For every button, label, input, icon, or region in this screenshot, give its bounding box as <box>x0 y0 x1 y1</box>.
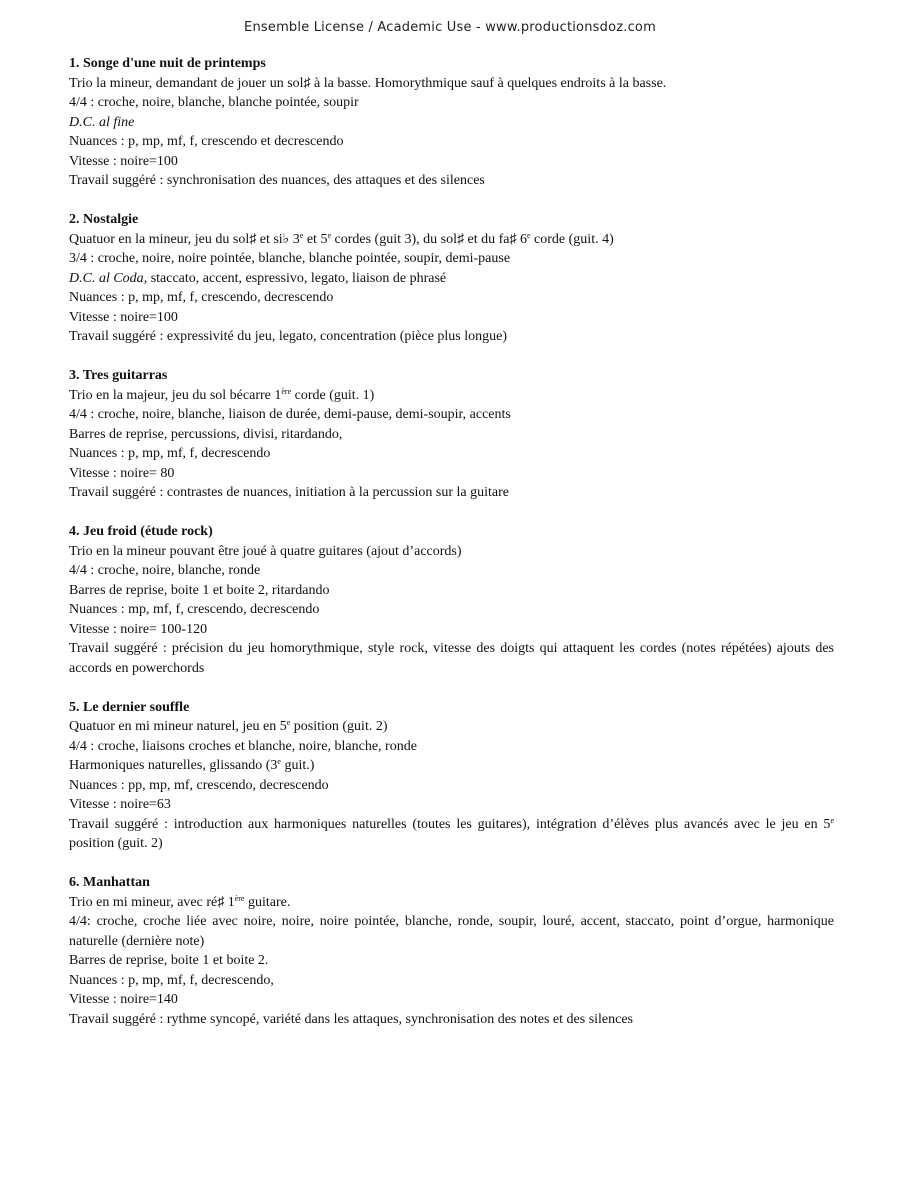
section-line: Vitesse : noire= 100-120 <box>69 621 208 637</box>
section-line: 4/4 : croche, noire, blanche, liaison de durée, demi-pause, demi-soupir, accents <box>69 407 511 422</box>
section-line: 4/4: croche, croche liée avec noire, noire, noire pointée, blanche, ronde, soupir, louré, accent, staccato, point d’orgue, harmonique naturelle (dernière note) <box>69 914 834 949</box>
section-line: Travail suggéré : expressivité du jeu, legato, concentration (pièce plus longue) <box>69 329 508 344</box>
section-title: 2. Nostalgie <box>69 212 139 227</box>
section-line: Vitesse : noire=63 <box>69 797 171 812</box>
section-line: Quatuor en mi mineur naturel, jeu en 5e position (guit. 2) <box>69 718 388 734</box>
section-title: 4. Jeu froid (étude rock) <box>69 524 213 539</box>
document-body <box>69 54 834 1049</box>
section-line: Trio en mi mineur, avec ré♯ 1ère guitare. <box>69 893 291 910</box>
section-line: Vitesse : noire=100 <box>69 309 178 325</box>
section-line: Trio la mineur, demandant de jouer un sol♯ à la basse. Homorythmique sauf à quelques endroits à la basse. <box>69 75 667 91</box>
section-line: D.C. al Coda, staccato, accent, espressivo, legato, liaison de phrasé <box>69 270 447 286</box>
section-line: Nuances : mp, mf, f, crescendo, decrescendo <box>69 602 320 617</box>
section-line: Trio en la majeur, jeu du sol bécarre 1ère corde (guit. 1) <box>69 386 375 403</box>
section-line: Trio en la mineur pouvant être joué à quatre guitares (ajout d’accords) <box>69 543 462 559</box>
section-line: Nuances : pp, mp, mf, crescendo, decrescendo <box>69 777 329 793</box>
section-line: 3/4 : croche, noire, noire pointée, blanche, blanche pointée, soupir, demi-pause <box>69 251 511 266</box>
section-line: Quatuor en la mineur, jeu du sol♯ et si♭ 3e et 5e cordes (guit 3), du sol♯ et du fa♯ 6e corde (guit. 4) <box>69 230 614 247</box>
section-title: 5. Le dernier souffle <box>69 699 190 715</box>
section-3 <box>69 366 834 503</box>
section-line: Travail suggéré : rythme syncopé, variété dans les attaques, synchronisation des notes et des silences <box>69 1011 634 1027</box>
section-line: Nuances : p, mp, mf, f, decrescendo, <box>69 972 274 988</box>
section-title: 1. Songe d'une nuit de printemps <box>69 56 266 71</box>
section-line: Vitesse : noire=100 <box>69 153 178 169</box>
section-line: 4/4 : croche, noire, blanche, ronde <box>69 563 261 578</box>
section-line: Nuances : p, mp, mf, f, decrescendo <box>69 446 271 461</box>
section-5 <box>69 698 834 854</box>
section-1 <box>69 54 834 191</box>
section-line: Barres de reprise, percussions, divisi, ritardando, <box>69 426 343 442</box>
section-4 <box>69 522 834 678</box>
section-line: Vitesse : noire= 80 <box>69 465 175 481</box>
page-header: Ensemble License / Academic Use - www.productionsdoz.com <box>244 20 656 35</box>
section-6 <box>69 873 834 1029</box>
section-2 <box>69 210 834 347</box>
section-line: D.C. al fine <box>69 114 135 130</box>
section-line: Vitesse : noire=140 <box>69 992 178 1007</box>
section-line: Travail suggéré : contrastes de nuances, initiation à la percussion sur la guitare <box>69 485 509 500</box>
section-line: Nuances : p, mp, mf, f, crescendo, decrescendo <box>69 290 334 305</box>
section-line: Barres de reprise, boite 1 et boite 2. <box>69 953 269 968</box>
section-line: 4/4 : croche, liaisons croches et blanche, noire, blanche, ronde <box>69 738 417 754</box>
section-line: Travail suggéré : précision du jeu homorythmique, style rock, vitesse des doigts qui attaquent les cordes (notes répétées) ajouts des accords en powerchords <box>69 641 834 676</box>
section-line: Travail suggéré : synchronisation des nuances, des attaques et des silences <box>69 173 485 188</box>
section-line: Nuances : p, mp, mf, f, crescendo et decrescendo <box>69 134 344 149</box>
section-line: Barres de reprise, boite 1 et boite 2, ritardando <box>69 582 330 598</box>
section-title: 6. Manhattan <box>69 875 150 890</box>
section-line: 4/4 : croche, noire, blanche, blanche pointée, soupir <box>69 95 359 110</box>
section-line: Harmoniques naturelles, glissando (3e guit.) <box>69 757 315 773</box>
section-title: 3. Tres guitarras <box>69 368 168 383</box>
section-line: Travail suggéré : introduction aux harmoniques naturelles (toutes les guitares), intégration d’élèves plus avancés avec le jeu en 5e position (guit. 2) <box>69 815 834 851</box>
